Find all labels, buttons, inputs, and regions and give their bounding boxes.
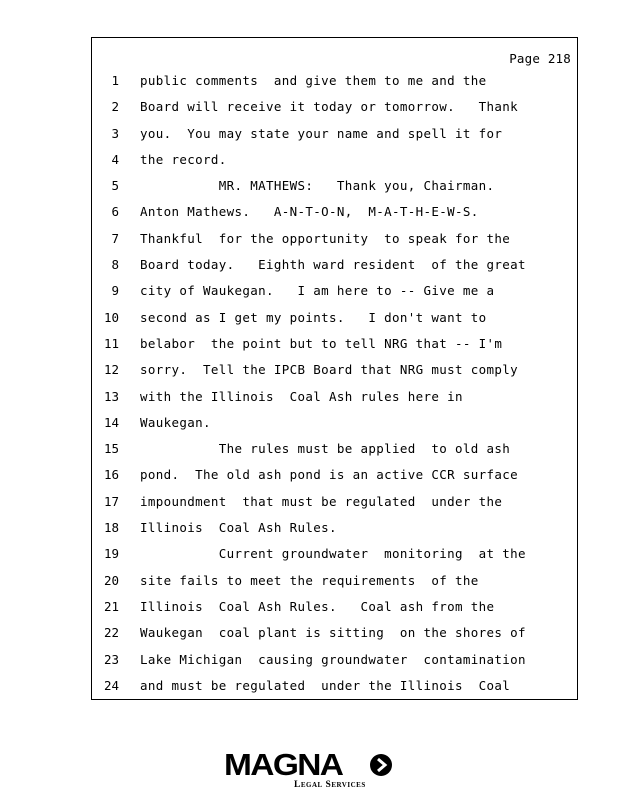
line-number: 2 [111, 99, 119, 115]
line-text: Board will receive it today or tomorrow. Thank [140, 99, 519, 115]
transcript-line [92, 519, 577, 545]
transcript-line [92, 335, 577, 361]
line-number: 8 [111, 257, 119, 273]
transcript-line [92, 98, 577, 124]
line-text: Thankful for the opportunity to speak for the [140, 230, 511, 246]
transcript-line [92, 388, 577, 414]
line-text: second as I get my points. I don't want to [140, 309, 487, 325]
line-text: the record. [140, 151, 227, 167]
line-text: belabor the point but to tell NRG that -- I'm [140, 335, 503, 351]
transcript-line [92, 151, 577, 177]
line-number: 23 [103, 651, 119, 667]
line-text: Waukegan coal plant is sitting on the shores of [140, 625, 526, 641]
line-text: Illinois Coal Ash Rules. Coal ash from the [140, 598, 495, 614]
transcript-line [92, 466, 577, 492]
transcript-line [92, 361, 577, 387]
transcript-line [92, 282, 577, 308]
line-text: The rules must be applied to old ash [140, 441, 511, 457]
line-number: 10 [103, 309, 119, 325]
transcript-line [92, 677, 577, 703]
transcript-line [92, 230, 577, 256]
line-number: 16 [103, 467, 119, 483]
line-text: Board today. Eighth ward resident of the great [140, 257, 526, 273]
line-text: Current groundwater monitoring at the [140, 546, 526, 562]
transcript-line [92, 598, 577, 624]
line-text: you. You may state your name and spell it for [140, 125, 503, 141]
transcript-line [92, 572, 577, 598]
line-text: pond. The old ash pond is an active CCR surface [140, 467, 519, 483]
line-number: 17 [103, 493, 119, 509]
line-number: 1 [111, 73, 119, 88]
logo-wordmark: MAGNA [224, 747, 343, 782]
transcript-line [92, 125, 577, 151]
line-text: Waukegan. [140, 414, 211, 430]
line-number: 6 [111, 204, 119, 220]
magna-logo [224, 748, 396, 792]
line-text: and must be regulated under the Illinois Coal [140, 677, 511, 693]
transcript-line [92, 309, 577, 335]
line-text: Anton Mathews. A-N-T-O-N, M-A-T-H-E-W-S. [140, 204, 479, 220]
line-number: 20 [103, 572, 119, 588]
line-number: 21 [103, 598, 119, 614]
line-text: Illinois Coal Ash Rules. [140, 520, 337, 536]
arrow-circle-icon [370, 754, 392, 776]
line-number: 14 [103, 414, 119, 430]
transcript-line [92, 545, 577, 571]
transcript-line [92, 651, 577, 677]
transcript-line [92, 256, 577, 282]
line-number: 11 [103, 335, 119, 351]
line-number: 19 [103, 546, 119, 562]
transcript-line [92, 177, 577, 203]
line-number: 18 [103, 520, 119, 536]
line-text: Lake Michigan causing groundwater contamination [140, 651, 526, 667]
line-text: MR. MATHEWS: Thank you, Chairman. [140, 178, 495, 194]
line-number: 24 [103, 677, 119, 693]
line-text: with the Illinois Coal Ash rules here in [140, 388, 463, 404]
transcript-line [92, 203, 577, 229]
line-text: city of Waukegan. I am here to -- Give me a [140, 283, 495, 299]
transcript-line [92, 440, 577, 466]
transcript-lines [92, 72, 577, 703]
line-number: 9 [111, 283, 119, 299]
transcript-line [92, 414, 577, 440]
line-number: 15 [103, 441, 119, 457]
transcript-line [92, 493, 577, 519]
line-number: 22 [103, 625, 119, 641]
line-number: 5 [111, 178, 119, 194]
line-text: impoundment that must be regulated under the [140, 493, 503, 509]
line-number: 3 [111, 125, 119, 141]
line-text: site fails to meet the requirements of the [140, 572, 479, 588]
transcript-page [91, 37, 578, 700]
logo-subtitle: Legal Services [294, 780, 366, 790]
page-number: Page 218 [509, 51, 571, 66]
line-text: public comments and give them to me and the [140, 73, 487, 88]
line-number: 13 [103, 388, 119, 404]
line-text: sorry. Tell the IPCB Board that NRG must comply [140, 362, 519, 378]
line-number: 7 [111, 230, 119, 246]
transcript-line [92, 72, 577, 98]
transcript-line [92, 624, 577, 650]
line-number: 4 [111, 151, 119, 167]
line-number: 12 [103, 362, 119, 378]
